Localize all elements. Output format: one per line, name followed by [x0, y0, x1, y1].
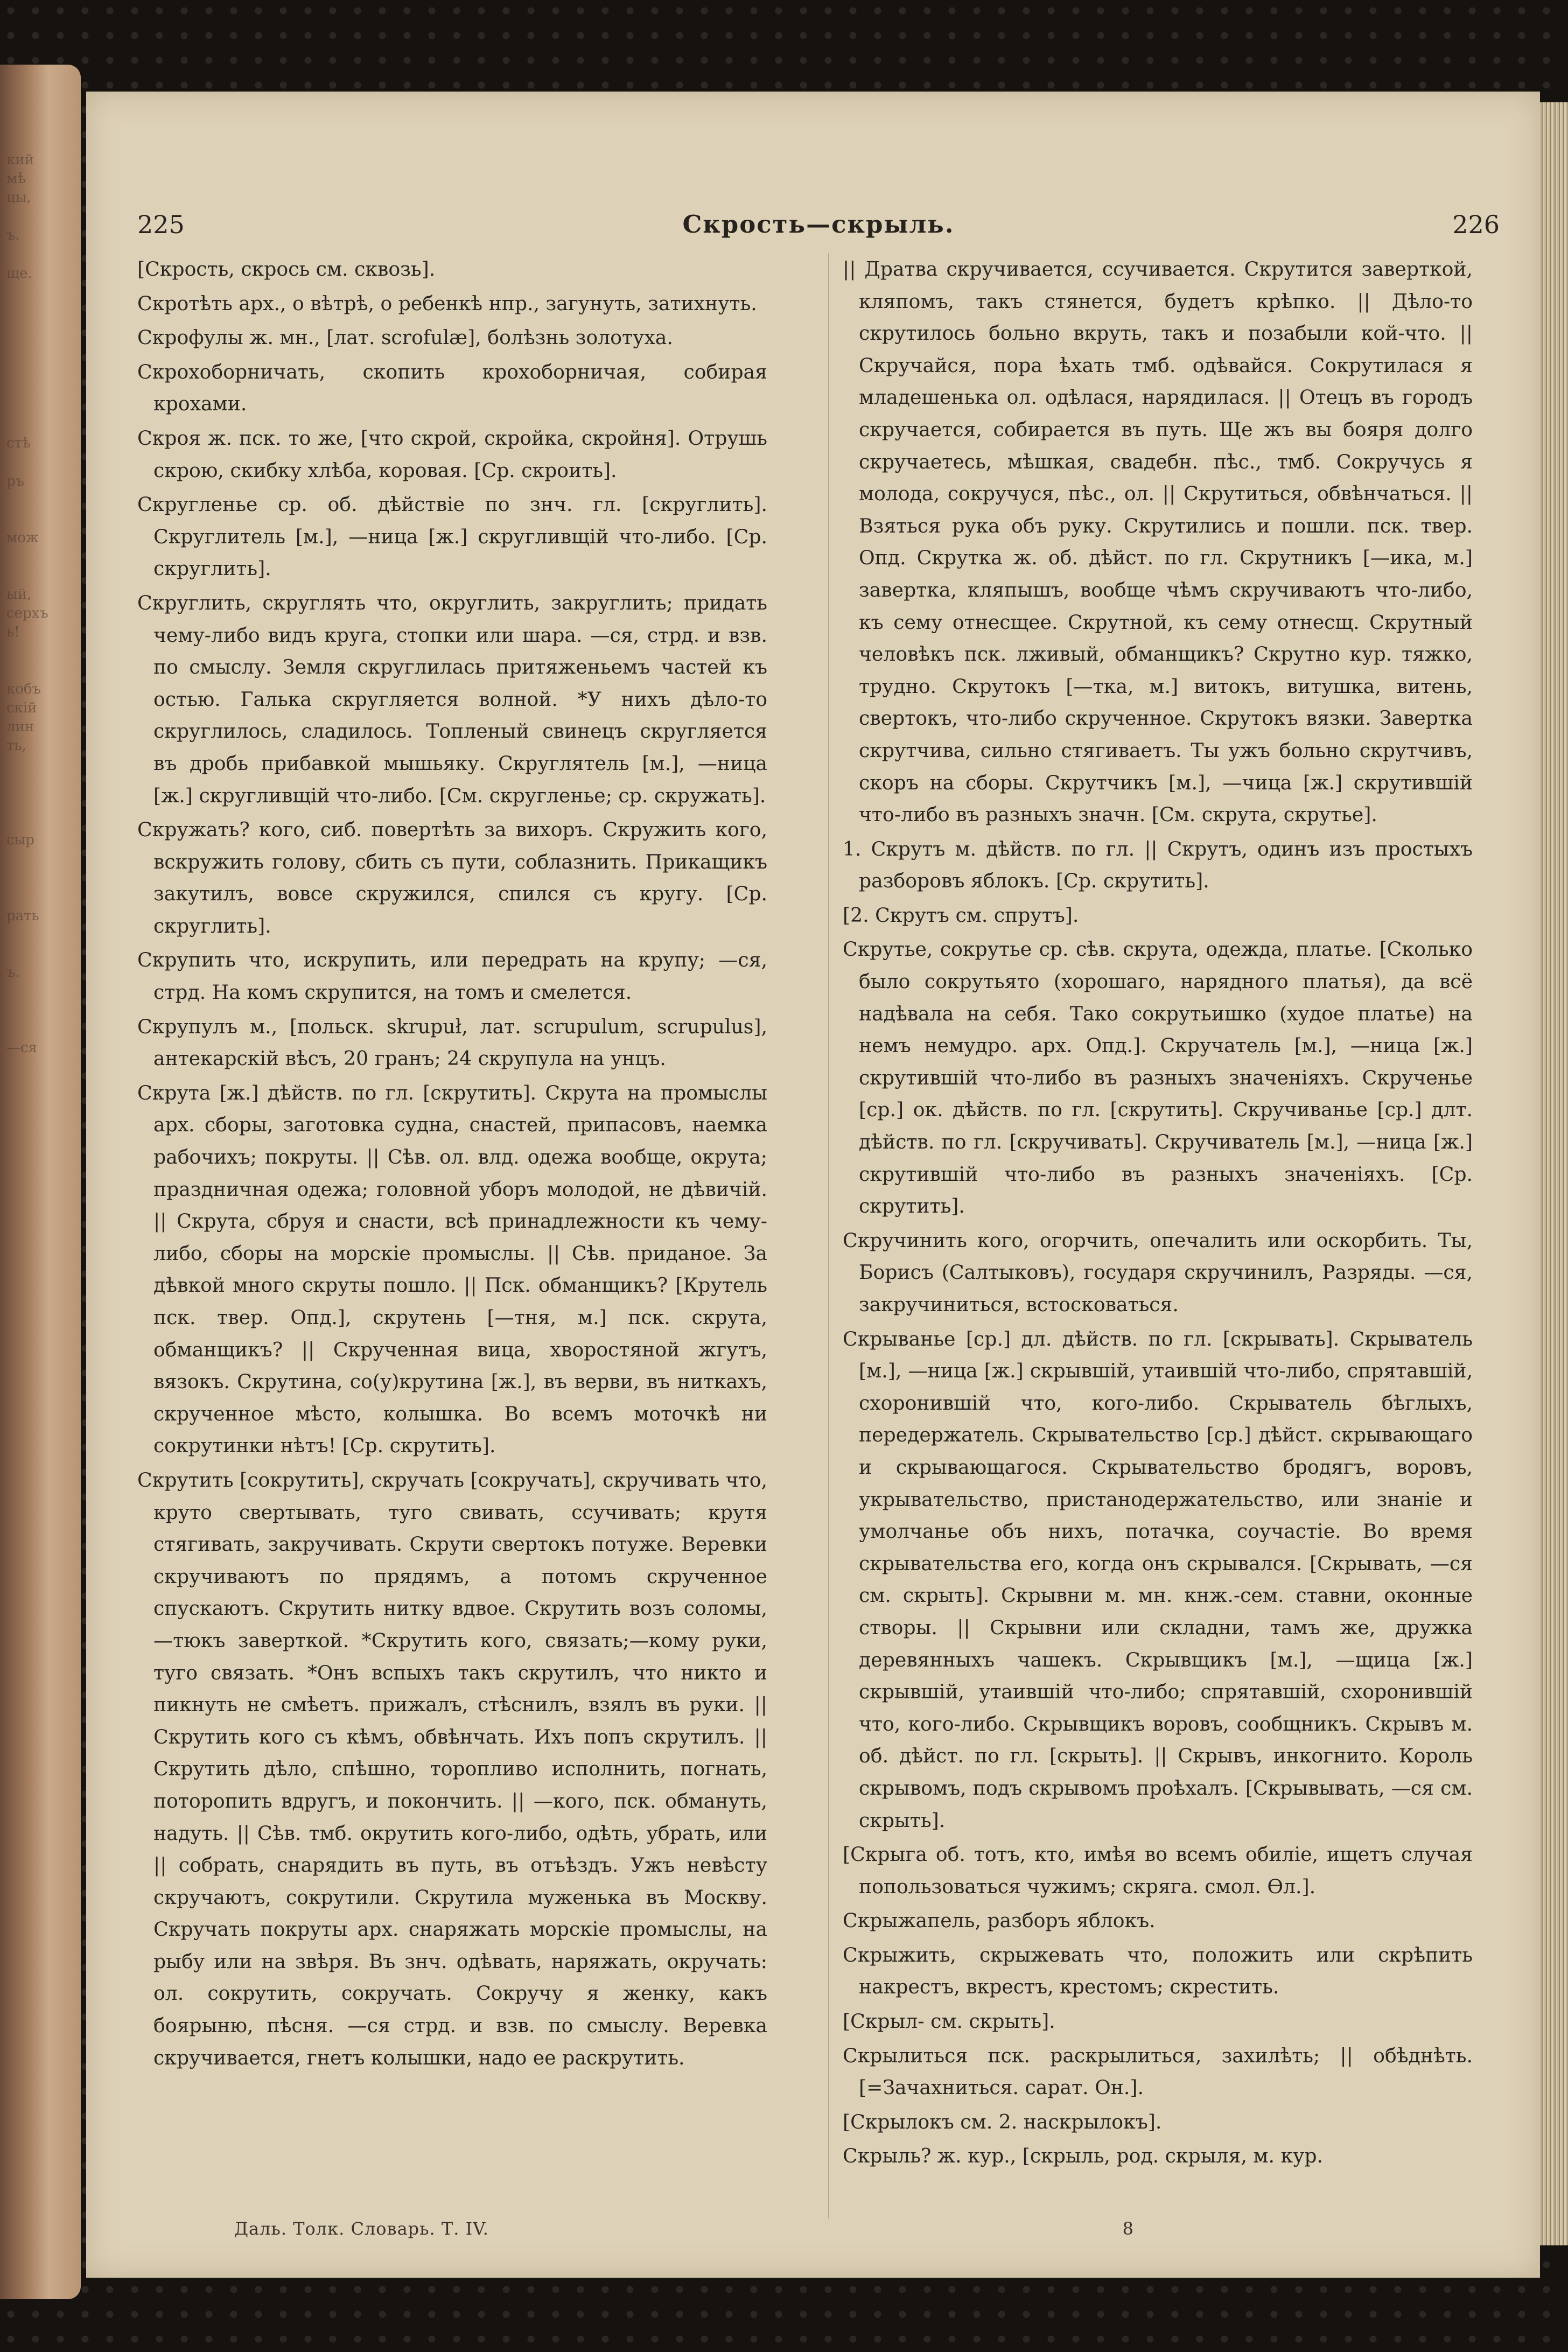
dictionary-entry: Скроя ж. пск. то же, [что скрой, скройка, скройня]. Отрушь скрою, скибку хлѣба, коровая. [Ср. скроить]. — [137, 426, 767, 482]
dictionary-entry: Скрыжить, скрыжевать что, положить или скрѣпить накрестъ, вкрестъ, крестомъ; скрестить. — [843, 1943, 1473, 1999]
dictionary-entry: Скрутье, сокрутье ср. сѣв. скрута, одежда, платье. [Сколько было сокрутьято (хорошаго, нарядного платья), да всё надѣвала на себя. Тако сокрутьишко (худое платье) на немъ немудро. арх. Опд.]. Скручатель [м.], —ница [ж.] скрутившій что-либо въ разныхъ значеніяхъ. Скрученье [ср.] ок. дѣйств. по гл. [скрутить]. Скручиванье [ср.] длт. дѣйств. по гл. [скручивать]. Скручиватель [м.], —ница [ж.] скрутившій что-либо въ разныхъ значеніяхъ. [Ср. скрутить]. — [843, 937, 1473, 1218]
dictionary-entry: Скрыжапель, разборъ яблокъ. — [843, 1909, 1156, 1933]
dictionary-entry: Скружать? кого, сиб. повертѣть за вихоръ. Скружить кого, вскружить голову, сбить съ пути, соблазнить. Прикащикъ закутилъ, вовсе скружился, спился съ кругу. [Ср. скруглить]. — [137, 818, 767, 937]
footer-source: Даль. Толк. Словарь. Т. IV. — [234, 2218, 489, 2239]
previous-page-text: кий мѣ цы, ъ. ще. стѣ ръ мож ый, серхъ ь! кобъ скій лин ть, сыр рать ъ. —ся — [6, 152, 48, 1056]
page-header — [137, 210, 1500, 248]
dictionary-entry: Скрупить что, искрупить, или передрать на крупу; —ся, стрд. На комъ скрупится, на томъ и смелется. — [137, 948, 767, 1004]
dictionary-entry: Скротѣть арх., о вѣтрѣ, о ребенкѣ нпр., загунуть, затихнуть. — [137, 291, 757, 315]
dictionary-entry: Скрутить [сокрутить], скручать [сокручать], скручивать что, круто свертывать, туго свивать, ссучивать; крутя стягивать, закручивать. Скрути свертокъ потуже. Веревки скручиваютъ по прядямъ, а потомъ скрученное спускаютъ. Скрутить нитку вдвое. Скрутить возъ соломы,—тюкъ заверткой. *Скрутить кого, связать;—кому руки, туго связать. *Онъ вспыхъ такъ скрутилъ, что никто и пикнуть не смѣетъ. прижалъ, стѣснилъ, взялъ въ руки. || Скрутить кого съ кѣмъ, обвѣнчать. Ихъ попъ скрутилъ. || Скрутить дѣло, спѣшно, торопливо исполнить, погнать, поторопить вдругъ, и покончить. || —кого, пск. обмануть, надуть. || Сѣв. тмб. окрутить кого-либо, одѣть, убрать, или || собрать, снарядить въ путь, въ отъѣздъ. Ужъ невѣсту скручаютъ, сокрутили. Скрутила муженька въ Москву. Скручать покруты арх. снаряжать морскіе промыслы, на рыбу или на звѣря. Въ знч. одѣвать, наряжать, окручать: ол. сокрутить, сокручать. Сокручу я женку, какъ боярыню, пѣсня. —ся стрд. и взв. по смыслу. Веревка скручивается, гнетъ колышки, надо ее раскрутить. — [137, 1468, 767, 2069]
page-footer — [137, 2218, 1500, 2251]
right-column — [843, 253, 1473, 2218]
dictionary-entry: Скруглить, скруглять что, округлить, закруглить; придать чему-либо видъ круга, стопки или шара. —ся, стрд. и взв. по смыслу. Земля скруглилась притяженьемъ частей къ остью. Галька скругляется волной. *У нихъ дѣло-то скруглилось, сладилось. Топленый свинецъ скругляется въ дробь прибавкой мышьяку. Скруглятель [м.], —ница [ж.] скругливщій что-либо. [См. скругленье; ср. скружать]. — [137, 591, 767, 807]
dictionary-entry: Скручинить кого, огорчить, опечалить или оскорбить. Ты, Борисъ (Салтыковъ), государя скручинилъ, Разряды. —ся, закручиниться, встосковаться. — [843, 1228, 1473, 1316]
dictionary-entry: [Скрыга об. тотъ, кто, имѣя во всемъ обиліе, ищетъ случая попользоваться чужимъ; скряга. смол. Ѳл.]. — [843, 1843, 1473, 1898]
dictionary-entry: || Дратва скручивается, ссучивается. Скрутится заверткой, кляпомъ, такъ стянется, будетъ крѣпко. || Дѣло-то скрутилось больно вкруть, такъ и позабыли кой-что. || Скручайся, пора ѣхать тмб. одѣвайся. Сокрутилася я младешенька ол. одѣлася, нарядилася. || Отецъ въ городъ скручается, собирается въ путь. Ще жъ вы бояря долго скручаетесь, мѣшкая, свадебн. пѣс., тмб. Сокручусь я молода, сокручуся, пѣс., ол. || Скрутиться, обвѣнчаться. || Взяться рука объ руку. Скрутились и пошли. пск. твер. Опд. Скрутка ж. об. дѣйст. по гл. Скрутникъ [—ика, м.] завертка, кляпышъ, вообще чѣмъ скручиваютъ что-либо, къ сему отнесщее. Скрутной, къ сему отнесщ. Скрутный человѣкъ пск. лживый, обманщикъ? Скрутно кур. тяжко, трудно. Скрутокъ [—тка, м.] витокъ, витушка, витень, свертокъ, что-либо скрученное. Скрутокъ вязки. Завертка скрутчива, сильно стягиваетъ. Ты ужъ больно скрутчивъ, скоръ на сборы. Скрутчикъ [м.], —чица [ж.] скрутившій что-либо въ разныхъ значн. [См. скрута, скрутье]. — [843, 257, 1473, 827]
dictionary-entry: Скругленье ср. об. дѣйствіе по знч. гл. [скруглить]. Скруглитель [м.], —ница [ж.] скругливщій что-либо. [Ср. скруглить]. — [137, 493, 767, 580]
dictionary-entry: Скрыль? ж. кур., [скрыль, род. скрыля, м. кур. — [843, 2144, 1324, 2168]
dictionary-entry: [Скрыл- см. скрыть]. — [843, 2010, 1055, 2033]
left-column — [137, 253, 767, 2218]
dictionary-page — [86, 92, 1540, 2278]
dictionary-entry: Скрупулъ м., [польск. skrupuł, лат. scrupulum, scrupulus], антекарскій вѣсъ, 20 гранъ; 24 скрупула на унцъ. — [137, 1014, 767, 1070]
dictionary-entry: [2. Скрутъ см. спрутъ]. — [843, 903, 1079, 927]
previous-page-edge — [0, 65, 81, 2299]
page-number-left: 225 — [137, 210, 185, 239]
dictionary-entry: Скрута [ж.] дѣйств. по гл. [скрутить]. Скрута на промыслы арх. сборы, заготовка судна, снастей, припасовъ, наемка рабочихъ; покруты. || Сѣв. ол. влд. одежа вообще, окрута; праздничная одежа; головной уборъ молодой, не дѣвичій. || Скрута, сбруя и снасти, всѣ принадлежности къ чему-либо, сборы на морскіе промыслы. || Сѣв. приданое. За дѣвкой много скруты пошло. || Пск. обманщикъ? [Крутель пск. твер. Опд.], скрутень [—тня, м.] пск. скрута, обманщикъ? || Скрученная вица, хворостяной жгутъ, вязокъ. Скрутина, со(у)крутина [ж.], въ верви, въ ниткахъ, скрученное мѣсто, колышка. Во всемъ моточкѣ ни сокрутинки нѣтъ! [Ср. скрутить]. — [137, 1081, 767, 1458]
page-stack-edge — [1536, 102, 1568, 2245]
dictionary-entry: [Скрость, скрось см. сквозь]. — [137, 257, 436, 281]
column-divider — [828, 253, 829, 2218]
footer-signature: 8 — [1122, 2218, 1133, 2239]
page-title: Скрость—скрыль. — [682, 210, 955, 239]
dictionary-entry: Скрохоборничать, скопить крохоборничая, собирая крохами. — [137, 360, 767, 416]
dictionary-entry: Скрылиться пск. раскрылиться, захилѣть; || обѣднѣть. [=Зачахниться. сарат. Он.]. — [843, 2043, 1473, 2099]
dictionary-entry: [Скрылокъ см. 2. наскрылокъ]. — [843, 2110, 1162, 2133]
dictionary-entry: 1. Скрутъ м. дѣйств. по гл. || Скрутъ, одинъ изъ простыхъ разборовъ яблокъ. [Ср. скрутить]. — [843, 837, 1473, 893]
page-number-right: 226 — [1452, 210, 1500, 239]
dictionary-entry: Скрыванье [ср.] дл. дѣйств. по гл. [скрывать]. Скрыватель [м.], —ница [ж.] скрывшій, утаившій что-либо, спрятавшій, схоронившій что, кого-либо. Скрыватель бѣглыхъ, передержатель. Скрывательство [ср.] дѣйст. скрывающаго и скрывающагося. Скрывательство бродягъ, воровъ, укрывательство, пристанодержательство, или знаніе и умолчанье объ нихъ, потачка, соучастіе. Во время скрывательства его, когда онъ скрывался. [Скрывать, —ся см. скрыть]. Скрывни м. мн. кнж.-сем. ставни, оконные створы. || Скрывни или складни, тамъ же, дружка деревянныхъ чашекъ. Скрывщикъ [м.], —щица [ж.] скрывшій, утаившій что-либо; спрятавшій, схоронившій что, кого-либо. Скрывщикъ воровъ, сообщникъ. Скрывъ м. об. дѣйст. по гл. [скрыть]. || Скрывъ, инкогнито. Король скрывомъ, подъ скрывомъ проѣхалъ. [Скрывывать, —ся см. скрыть]. — [843, 1327, 1473, 1832]
dictionary-entry: Скрофулы ж. мн., [лат. scrofulæ], болѣзнь золотуха. — [137, 326, 673, 349]
